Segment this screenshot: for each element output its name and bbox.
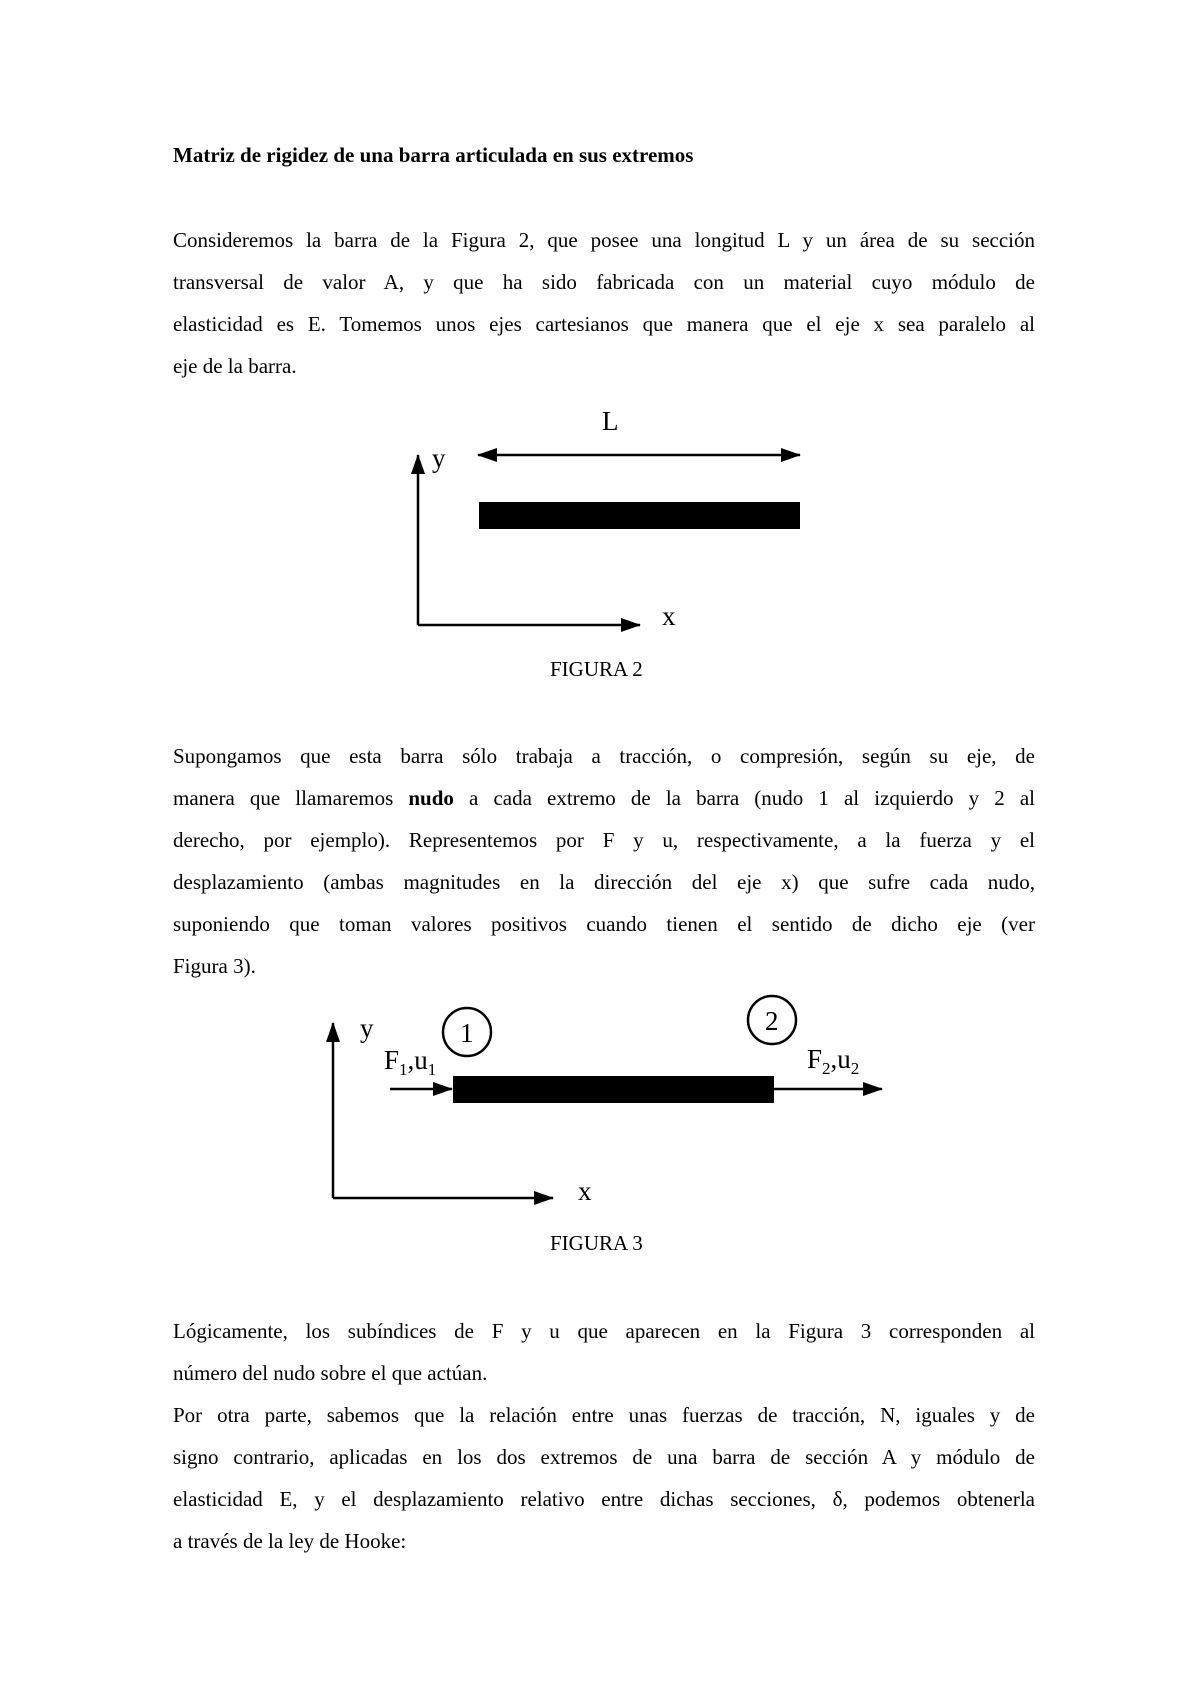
separator: , [830, 1044, 838, 1074]
separator: , [407, 1045, 415, 1075]
text-line: Por otra parte, sabemos que la relación entre unas fuerzas de tracción, N, iguales y de [173, 1403, 1035, 1427]
text-line: elasticidad es E. Tomemos unos ejes cartesianos que manera que el eje x sea paralelo al [173, 312, 1035, 336]
text-line: Supongamos que esta barra sólo trabaja a tracción, o compresión, según su eje, de [173, 744, 1035, 768]
label-L: L [602, 406, 619, 436]
paragraph-nodes [173, 735, 1035, 987]
node-1-label: 1 [460, 1018, 474, 1048]
text-segment: manera que llamaremos [173, 786, 409, 810]
displacement-symbol: u [414, 1045, 428, 1075]
force-symbol: F [807, 1044, 823, 1074]
text-line: a través de la ley de Hooke: [173, 1529, 407, 1553]
subscript: 1 [427, 1060, 437, 1079]
bold-term: nudo [408, 786, 454, 810]
text-segment: a cada extremo de la barra (nudo 1 al izquierdo y 2 al [453, 786, 1035, 810]
text-line: eje de la barra. [173, 354, 297, 378]
label-x: x [662, 601, 676, 631]
bar [453, 1076, 774, 1103]
force-symbol: F [384, 1045, 400, 1075]
section-title: Matriz de rigidez de una barra articulada en sus extremos [173, 143, 694, 167]
text-line: desplazamiento (ambas magnitudes en la dirección del eje x) que sufre cada nudo, [173, 870, 1035, 894]
force-label-node-1 [384, 1045, 436, 1079]
force-label-node-2 [807, 1044, 859, 1078]
text-line: transversal de valor A, y que ha sido fabricada con un material cuyo módulo de [173, 270, 1035, 294]
text-line: suponiendo que toman valores positivos cuando tienen el sentido de dicho eje (ver [173, 912, 1035, 936]
subscript: 2 [822, 1059, 831, 1078]
node-2-label: 2 [765, 1006, 779, 1036]
figure-2 [0, 0, 1200, 700]
text-line: Figura 3). [173, 954, 256, 978]
subscript: 2 [850, 1059, 860, 1078]
text-line [173, 777, 1035, 819]
figure-3-caption: FIGURA 3 [550, 1231, 643, 1255]
text-line: elasticidad E, y el desplazamiento relativo entre dichas secciones, δ, podemos obtenerla [173, 1487, 1035, 1511]
subscript: 1 [399, 1060, 408, 1079]
paragraph-hooke [173, 1394, 1035, 1562]
text-line: signo contrario, aplicadas en los dos extremos de una barra de sección A y módulo de [173, 1445, 1035, 1469]
text-line: Lógicamente, los subíndices de F y u que aparecen en la Figura 3 corresponden al [173, 1319, 1035, 1343]
bar [479, 502, 800, 529]
label-y: y [432, 443, 446, 473]
paragraph-subscripts [173, 1310, 1035, 1394]
label-x: x [578, 1176, 592, 1206]
text-line: número del nudo sobre el que actúan. [173, 1361, 488, 1385]
text-line: derecho, por ejemplo). Representemos por F y u, respectivamente, a la fuerza y el [173, 828, 1035, 852]
displacement-symbol: u [837, 1044, 851, 1074]
figure-2-caption: FIGURA 2 [550, 657, 643, 681]
text-line: Consideremos la barra de la Figura 2, que posee una longitud L y un área de su sección [173, 228, 1035, 252]
label-y: y [360, 1013, 374, 1043]
figure-3 [0, 980, 1200, 1230]
